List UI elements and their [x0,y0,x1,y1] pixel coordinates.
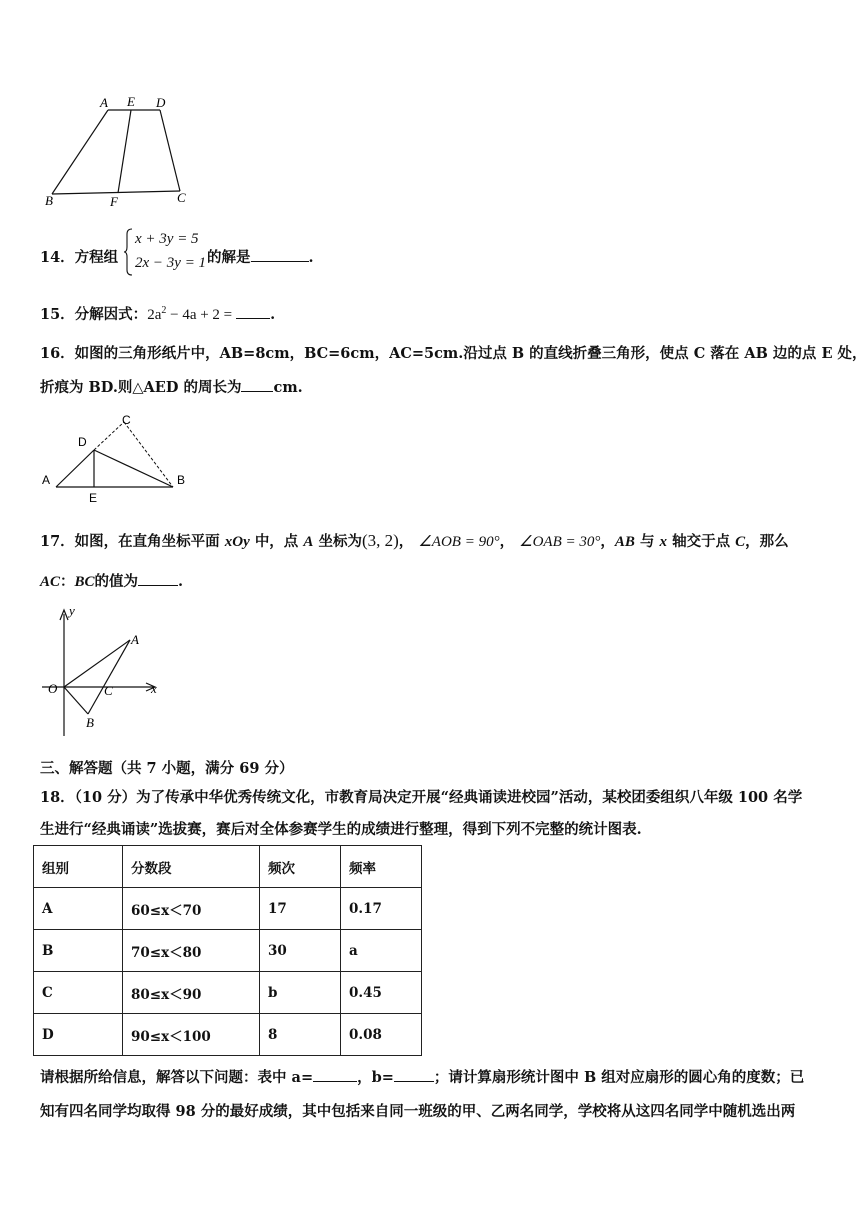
table-cell: 17 [260,888,341,930]
label-C: C [104,683,113,698]
q15-expr-exp: 2 [161,305,167,317]
q16-line1: 16．如图的三角形纸片中，AB=8cm，BC=6cm，AC=5cm.沿过点 B 的直线折叠三角形，使点 C 落在 AB 边的点 E 处， [40,345,867,362]
brace-icon [123,228,133,276]
table-cell: 0.08 [341,1014,422,1056]
q14-answer-blank [251,247,309,262]
table-cell: a [341,930,422,972]
q15-end: . [270,306,276,323]
q17-answer-blank [138,571,178,586]
table-header: 频次 [260,846,341,888]
label-D: D [156,95,166,110]
q16-line2 [40,376,303,397]
q18-line2: 生进行“经典诵读”选拔赛，赛后对全体参赛学生的成绩进行整理，得到下列不完整的统计图表. [40,821,642,838]
q17-A: A [303,534,314,550]
table-row [34,930,422,972]
q17-x: x [659,534,668,550]
q17-angle1: ∠AOB = 90° [418,534,500,550]
table-cell: 70≤x＜80 [123,930,260,972]
label-C: C [177,190,186,205]
q16-line2-prefix: 折痕为 BD.则△AED 的周长为 [40,379,242,396]
table-cell: C [34,972,123,1014]
label-O: O [48,681,58,696]
table-row [34,1014,422,1056]
table-cell: B [34,930,123,972]
table-row [34,972,422,1014]
q15-prefix: 15．分解因式： [40,306,148,323]
label-F: F [110,194,118,209]
table-cell: b [260,972,341,1014]
table-cell: 8 [260,1014,341,1056]
q17-colon: ： [60,573,75,590]
table-cell: A [34,888,123,930]
q17-p5: 与 [639,533,655,550]
label-D: D [78,435,87,449]
trapezoid-figure [40,92,200,212]
label-C: C [122,413,131,427]
q17-AB: AB [614,534,635,550]
label-E: E [127,94,135,109]
q16-line2-suffix: cm. [273,379,303,396]
q17-sep1: ， [398,533,414,550]
coordinate-figure [38,602,168,742]
table-cell: 60≤x＜70 [123,888,260,930]
q14-prefix: 14．方程组 [40,249,119,266]
q17-p3: 坐标为 [318,533,362,550]
table-header: 组别 [34,846,123,888]
label-A: A [100,95,108,110]
q17-p2: 中，点 [254,533,299,550]
q14-end: . [308,249,314,266]
q17-end: . [178,573,184,590]
q18-after-line2: 知有四名同学均取得 98 分的最好成绩，其中包括来自同一班级的甲、乙两名同学，学校将从这四名同学中随机选出两 [40,1103,796,1120]
q18-blank-a [313,1067,357,1082]
q14-suffix [207,246,314,267]
q18-after-line1 [40,1066,804,1087]
q17-sep2: ， [499,533,515,550]
q14-suffix-text: 的解是 [207,249,251,266]
label-y: y [69,603,75,618]
q15-expr-rest: − 4a + 2 = [166,307,233,323]
q18-after-c: ；请计算扇形统计图中 B 组对应扇形的圆心角的度数；已 [433,1069,805,1086]
q15-line [40,303,275,324]
label-B: B [45,193,53,208]
q17-line2 [40,570,183,591]
table-cell: 0.45 [341,972,422,1014]
table-cell: 0.17 [341,888,422,930]
q17-p7: ，那么 [745,533,789,550]
equation-2: 2x − 3y = 1 [135,255,207,271]
q17-p1: 17．如图，在直角坐标平面 [40,533,220,550]
table-row [34,888,422,930]
table-cell: D [34,1014,123,1056]
q17-p6: 轴交于点 [672,533,731,550]
equation-1: x + 3y = 5 [135,231,199,247]
triangle-fold-figure [38,410,198,505]
section-heading: 三、解答题（共 7 小题，满分 69 分） [40,760,294,777]
q17-suffix: 的值为 [94,573,139,590]
label-B: B [177,473,186,487]
q17-coord: (3, 2) [361,531,399,550]
table-header: 分数段 [123,846,260,888]
q18-line1: 18．（10 分）为了传承中华优秀传统文化，市教育局决定开展“经典诵读进校园”活动，某校团委组织八年级 100 名学 [40,789,803,806]
q17-BC: BC [74,574,95,590]
q17-line1 [40,530,789,551]
q17-AC: AC [40,574,61,590]
q15-answer-blank [236,304,270,319]
table-cell: 30 [260,930,341,972]
q17-xoy: xOy [224,534,250,550]
table-header: 频率 [341,846,422,888]
score-table [33,845,422,1056]
label-x: x [151,681,157,696]
table-header-row [34,846,422,888]
q17-C: C [735,534,746,550]
q16-answer-blank [241,377,273,392]
q18-blank-b [394,1067,434,1082]
q18-after-a: 请根据所给信息，解答以下问题：表中 a= [40,1069,314,1086]
q15-expr-base: 2a [147,307,162,323]
q18-after-b: ，b= [357,1069,394,1086]
label-A: A [131,632,139,647]
q17-angle2: ∠OAB = 30° [519,534,601,550]
label-E: E [89,491,98,505]
label-B: B [86,715,94,730]
label-A: A [42,473,51,487]
q17-p4: ， [600,533,615,550]
table-cell: 90≤x＜100 [123,1014,260,1056]
table-cell: 80≤x＜90 [123,972,260,1014]
